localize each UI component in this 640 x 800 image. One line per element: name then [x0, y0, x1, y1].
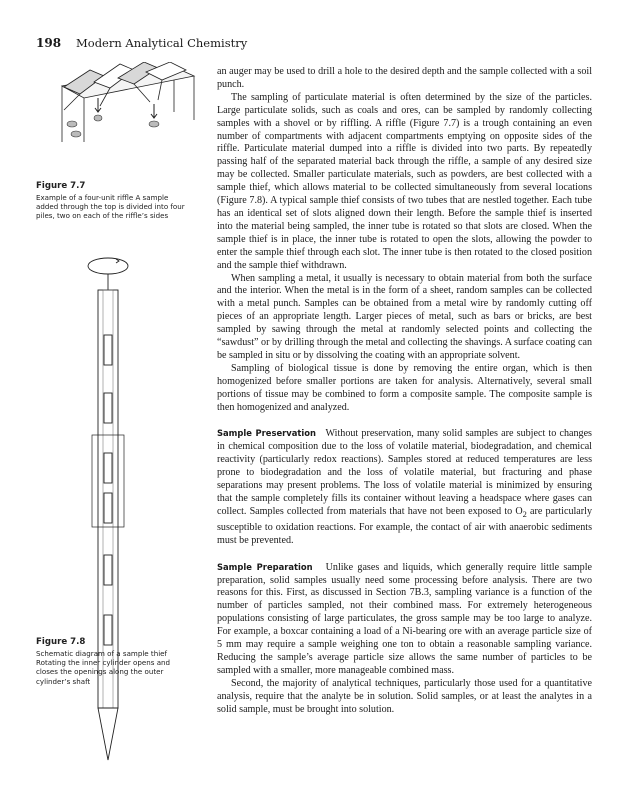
figure-7-7-text: Example of a four-unit riffle A sample added through the top is divided into four piles, two on each of the riffle’s sides	[36, 193, 185, 221]
paragraph: an auger may be used to drill a hole to the desired depth and the sample collected with a soil punch.	[217, 66, 592, 90]
paragraph: When sampling a metal, it usually is necessary to obtain material from both the surface and the interior. When the metal is in the form of a sheet, random samples can be collected with a metal punch. Samples can be obtained from a metal wire by randomly cutting off pieces of an appropriate length. Larger pieces of metal, such as bars or bricks, are best sampled by sawing through the metal at randomly selected points and collecting the “sawdust” or by drilling through the metal and collecting the shavings. A surface coating can be sampled in situ or by dissolving the coating with an appropriate solvent.	[217, 272, 592, 361]
riffle-diagram	[54, 62, 206, 144]
figure-7-8-text: Schematic diagram of a sample thief Rotating the inner cylinder opens and closes the openings along the outer cylinder’s shaft	[36, 649, 171, 686]
paragraph: Sampling of biological tissue is done by removing the entire organ, which is then homogenized before smaller portions are taken for analysis. Alternatively, several small portions of tissue may be combined to form a composite sample. The composite sample is then homogenized and analyzed.	[217, 362, 592, 413]
paragraph-text: Unlike gases and liquids, which generally require little sample preparation, solid samples usually need some processing before analysis. There are two reasons for this. First, as discussed in Section 7B.3, sampling variance is a function of the number of particles sampled, not their combined mass. For extremely heterogeneous populations consisting of large particulates, the gross sample may be too large to analyze. For example, a boxcar containing a load of a Ni-bearing ore with an average particle size of 5 mm may require a sample weighing one ton to obtain a reasonable sampling variance. Reducing the sample’s average particle size allows the same number of particles to be sampled with a smaller, more manageable combined mass.	[217, 561, 592, 676]
running-header	[36, 36, 606, 52]
runin-heading: Sample Preparation	[217, 561, 313, 572]
paragraph-text: are particularly susceptible to oxidation reactions. For example, the contact of air with anaerobic sediments must be prevented.	[217, 505, 592, 546]
section-sample-preservation	[217, 427, 592, 547]
paragraph: Second, the majority of analytical techniques, particularly those used for a quantitative analysis, require that the analyte be in solution. Solid samples, or at least the analytes in a solid sample, must be brought into solution.	[217, 677, 592, 715]
figure-7-7-label: Figure 7.7	[36, 181, 86, 191]
paragraph-text: Without preservation, many solid samples are subject to changes in chemical composition due to the loss of volatile material, biodegradation, and chemical reactivity (particularly redox reactions). Samples stored at reduced temperatures are less prone to biodegradation and the loss of volatile material, but fracturing and phase separations may present problems. The loss of volatile material is minimized by ensuring that the sample completely fills its container without leaving a headspace where gases can collect. Samples collected from materials that have not been exposed to O	[217, 428, 592, 517]
runin-heading: Sample Preservation	[217, 428, 316, 439]
figure-7-7-caption	[36, 181, 186, 221]
page-number: 198	[36, 36, 62, 50]
body-text	[217, 66, 592, 717]
sample-thief-diagram	[82, 255, 142, 775]
section-sample-preparation	[217, 561, 592, 678]
figure-7-8-caption	[36, 637, 186, 686]
figure-7-8-label: Figure 7.8	[36, 637, 86, 647]
paragraph: The sampling of particulate material is often determined by the size of the particles. Large particulate solids, such as coals and ores, can be sampled by randomly collecting samples with a shovel or by riffling. A riffle (Figure 7.7) is a trough containing an even number of compartments with adjacent compartments emptying on opposite sides of the riffle. Particulate material dumped into a riffle is divided into two parts. By repeatedly passing half of the separated material back through the riffle, a sample of any desired size may be collected. Smaller particulate materials, such as powders, are best collected with a sample thief, which allows material to be collected simultaneously from several locations (Figure 7.8). A typical sample thief consists of two tubes that are nestled together. Each tube has an identical set of slots aligned down their length. Before the sample thief is inserted into the material being sampled, the inner tube is rotated so that slots are closed. When the sample thief is in place, the inner tube is rotated to open the slots, allowing the powder to enter the sample thief through each slot. The inner tube is then rotated to the closed position and the sample thief withdrawn.	[217, 91, 592, 271]
running-title: Modern Analytical Chemistry	[76, 36, 248, 50]
subscript: 2	[522, 509, 527, 519]
